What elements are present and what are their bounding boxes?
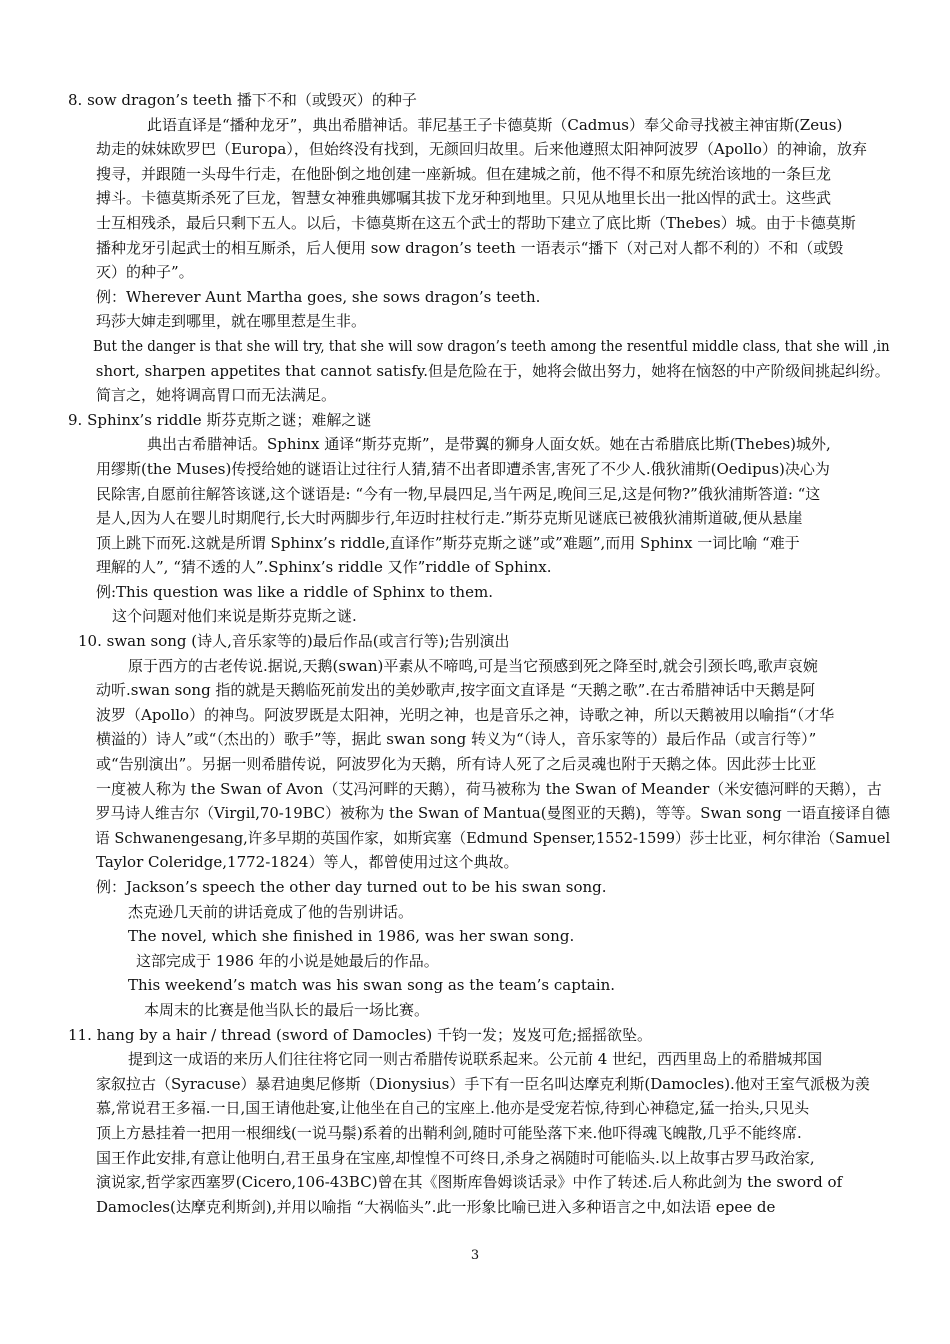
- document-body: [68, 88, 890, 1219]
- example-translation: 玛莎大婶走到哪里，就在哪里惹是生非。: [96, 312, 367, 331]
- body-line: 是人,因为人在婴儿时期爬行,长大时两脚步行,年迈时拄杖行走.”斯芬克斯见谜底已被俄狄浦斯道破,便从悬崖: [96, 509, 803, 528]
- body-line: 国王作此安排,有意让他明白,君王虽身在宝座,却惶惶不可终日,杀身之祸随时可能临头.以上故事古罗马政治家,: [96, 1148, 815, 1167]
- example-line: The novel, which she finished in 1986, was her swan song.: [128, 927, 575, 946]
- entry-10: [68, 629, 890, 1023]
- body-line: 用缪斯(the Muses)传授给她的谜语让过往行人猜,猜不出者即遭杀害,害死了不少人.俄狄浦斯(Oedipus)决心为: [96, 459, 830, 478]
- body-line: 劫走的妹妹欧罗巴（Europa），但始终没有找到，无颜回归故里。后来他遵照太阳神阿波罗（Apollo）的神谕，放弃: [96, 140, 867, 159]
- body-line: Taylor Coleridge,1772-1824）等人，都曾使用过这个典故。: [96, 853, 519, 872]
- example-translation: 这部完成于 1986 年的小说是她最后的作品。: [136, 951, 439, 970]
- body-line: Damocles(达摩克利斯剑),并用以喻指 “大祸临头”.此一形象比喻已进入多种语言之中,如法语 epee de: [96, 1197, 776, 1216]
- body-line: 演说家,哲学家西塞罗(Cicero,106-43BC)曾在其《图斯库鲁姆谈话录》中作了转述.后人称此剑为 the sword of: [96, 1173, 843, 1192]
- example-translation: 杰克逊几天前的讲话竟成了他的告别讲话。: [128, 902, 414, 921]
- body-line: 罗马诗人维吉尔（Virgil,70-19BC）被称为 the Swan of Mantua(曼图亚的天鹅)，等等。Swan song 一语直接译自德: [95, 804, 891, 823]
- body-line: 横溢的）诗人”或“（杰出的）歌手”等，据此 swan song 转义为“（诗人，音乐家等的）最后作品（或言行等）”: [96, 730, 817, 749]
- example-line: 例:This question was like a riddle of Sphinx to them.: [96, 582, 493, 601]
- body-line: 慕,常说君王多福.一日,国王请他赴宴,让他坐在自己的宝座上.他亦是受宠若惊,待到心神稳定,猛一抬头,只见头: [96, 1099, 810, 1118]
- body-line: 或“告别演出”。另据一则希腊传说，阿波罗化为天鹅，所有诗人死了之后灵魂也附于天鹅之体。因此莎士比亚: [96, 755, 817, 774]
- body-line: 理解的人”, “猜不透的人”.Sphinx’s riddle 又作”riddle of Sphinx.: [96, 558, 552, 577]
- body-line: 提到这一成语的来历人们往往将它同一则古希腊传说联系起来。公元前 4 世纪，西西里岛上的希腊城邦国: [128, 1050, 823, 1069]
- body-line: 一度被人称为 the Swan of Avon（艾冯河畔的天鹅），荷马被称为 the Swan of Meander（米安德河畔的天鹅），古: [96, 779, 882, 798]
- example-line: 例：Jackson’s speech the other day turned out to be his swan song.: [96, 878, 607, 896]
- body-line: 动听.swan song 指的就是天鹅临死前发出的美妙歌声,按字面文直译是 “天鹅之歌”.在古希腊神话中天鹅是阿: [96, 681, 816, 700]
- body-line: 搏斗。卡德莫斯杀死了巨龙，智慧女神雅典娜嘱其拔下龙牙种到地里。只见从地里长出一批凶悍的武士。这些武: [96, 189, 832, 208]
- page-number: 3: [470, 1248, 480, 1263]
- body-line: 原于西方的古老传说.据说,天鹅(swan)平素从不啼鸣,可是当它预感到死之降至时,就会引颈长鸣,歌声哀婉: [128, 656, 818, 675]
- body-line: 顶上方悬挂着一把用一根细线(一说马鬃)系着的出鞘利剑,随时可能坠落下来.他吓得魂飞魄散,几乎不能终席.: [96, 1123, 802, 1142]
- body-line: 家叙拉古（Syracuse）暴君迪奥尼修斯（Dionysius）手下有一臣名叫达摩克利斯(Damocles).他对王室气派极为羡: [96, 1074, 870, 1093]
- entry-heading: 10. swan song (诗人,音乐家等的)最后作品(或言行等);告别演出: [78, 632, 510, 651]
- body-line: 顶上跳下而死.这就是所谓 Sphinx’s riddle,直译作”斯芬克斯之谜”或”难题”,而用 Sphinx 一词比喻 “难于: [96, 533, 800, 552]
- entry-heading: 9. Sphinx’s riddle 斯芬克斯之谜；难解之谜: [68, 410, 372, 429]
- body-line: 此语直译是“播种龙牙”，典出希腊神话。菲尼基王子卡德莫斯（Cadmus）奉父命寻找被主神宙斯(Zeus): [147, 115, 843, 134]
- body-line: 波罗（Apollo）的神鸟。阿波罗既是太阳神，光明之神，也是音乐之神，诗歌之神，所以天鹅被用以喻指“（才华: [96, 705, 835, 724]
- example-translation: 简言之，她将调高胃口而无法满足。: [96, 386, 337, 405]
- example-line: This weekend’s match was his swan song as the team’s captain.: [128, 976, 616, 995]
- example-line: But the danger is that she will try, that she will sow dragon’s teeth among the resentful middle class, that she will ,in: [92, 336, 890, 355]
- example-translation: 这个问题对他们来说是斯芬克斯之谜.: [112, 607, 357, 626]
- body-line: 灭）的种子”。: [96, 263, 194, 282]
- entry-11: [68, 1023, 890, 1220]
- entry-heading: 11. hang by a hair / thread (sword of Damocles) 千钧一发；岌岌可危;摇摇欲坠。: [68, 1025, 653, 1044]
- body-line: 士互相残杀，最后只剩下五人。以后，卡德莫斯在这五个武士的帮助下建立了底比斯（Thebes）城。由于卡德莫斯: [96, 213, 856, 232]
- body-line: 民除害,自愿前往解答该谜,这个谜语是: “今有一物,早晨四足,当午两足,晚间三足,这是何物?”俄狄浦斯答道: “这: [96, 484, 821, 503]
- example-translation: 本周末的比赛是他当队长的最后一场比赛。: [144, 1000, 430, 1019]
- body-line: 语 Schwanengesang,许多早期的英国作家，如斯宾塞（Edmund Spenser,1552-1599）莎士比亚，柯尔律治（Samuel: [95, 828, 891, 847]
- example-line: short, sharpen appetites that cannot satisfy.但是危险在于，她将会做出努力，她将在恼怒的中产阶级间挑起纠纷。: [95, 361, 890, 380]
- entry-9: [68, 408, 890, 629]
- body-line: 搜寻，并跟随一头母牛行走，在他卧倒之地创建一座新城。但在建城之前，他不得不和原先统治该地的一条巨龙: [96, 164, 832, 183]
- body-line: 典出古希腊神话。Sphinx 通译“斯芬克斯”，是带翼的狮身人面女妖。她在古希腊底比斯(Thebes)城外,: [147, 435, 831, 454]
- entry-heading: 8. sow dragon’s teeth 播下不和（或毁灭）的种子: [68, 91, 417, 109]
- entry-8: [68, 88, 890, 408]
- body-line: 播种龙牙引起武士的相互厮杀，后人便用 sow dragon’s teeth 一语表示“播下（对己对人都不利的）不和（或毁: [96, 238, 844, 257]
- example-line: 例：Wherever Aunt Martha goes, she sows dragon’s teeth.: [96, 287, 541, 306]
